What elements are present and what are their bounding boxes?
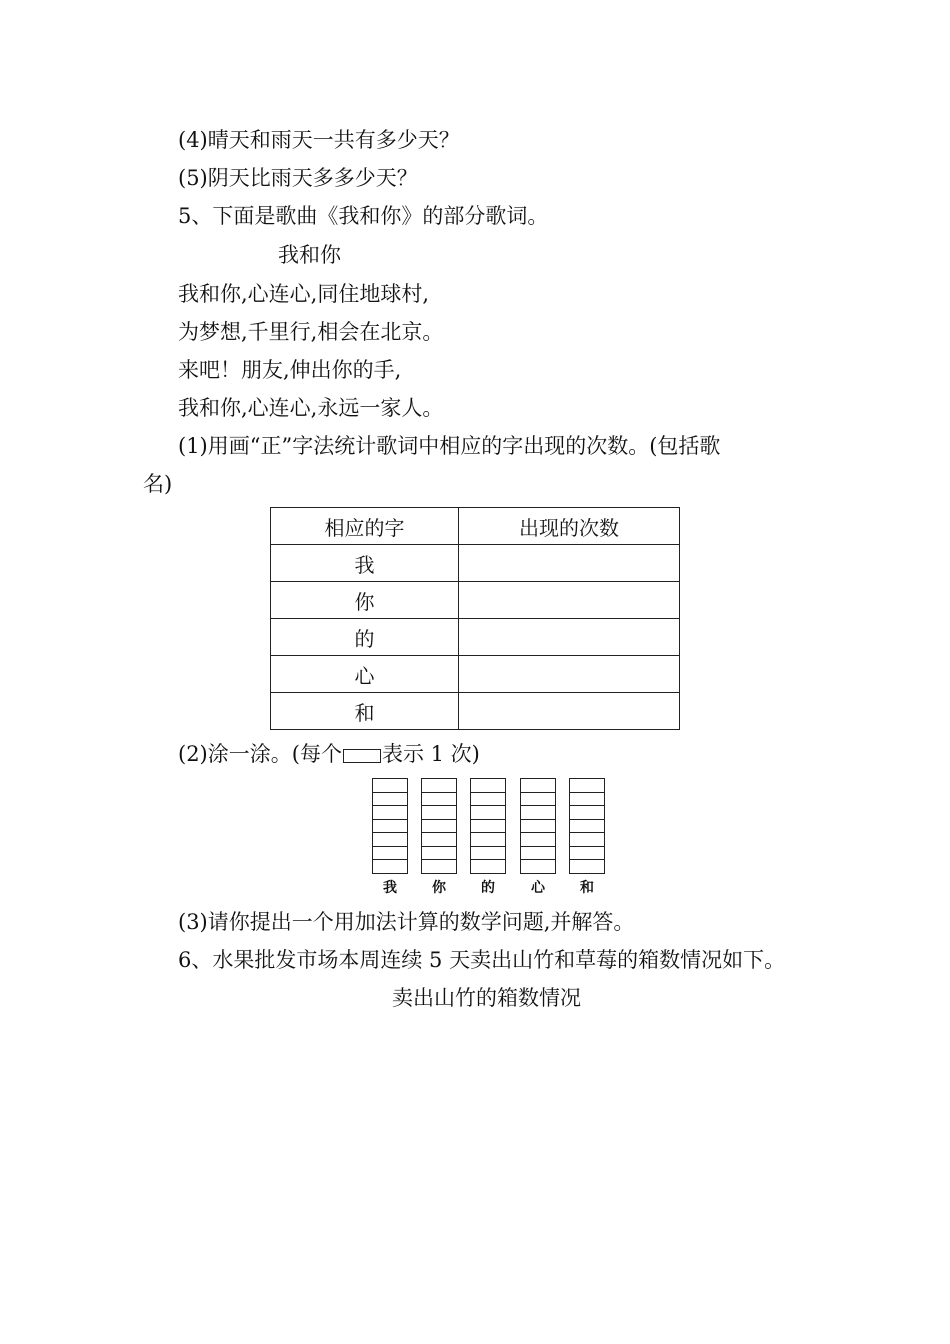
table-row xyxy=(271,619,680,656)
grid-cell[interactable] xyxy=(520,832,556,846)
grid-cell[interactable] xyxy=(421,846,457,860)
lyric-line-4: 我和你,心连心,永远一家人。 xyxy=(178,396,444,420)
grid-cell[interactable] xyxy=(372,819,408,833)
tally-table xyxy=(270,507,680,730)
grid-cell[interactable] xyxy=(569,778,605,792)
table-row xyxy=(271,545,680,582)
grid-column-de xyxy=(470,778,506,874)
part3-instruction: (3)请你提出一个用加法计算的数学问题,并解答。 xyxy=(178,910,635,934)
grid-cell[interactable] xyxy=(470,819,506,833)
grid-cell[interactable] xyxy=(470,805,506,819)
lyric-line-2: 为梦想,千里行,相会在北京。 xyxy=(178,320,444,344)
grid-cell[interactable] xyxy=(569,859,605,874)
grid-cell[interactable] xyxy=(520,859,556,874)
grid-cell[interactable] xyxy=(470,832,506,846)
row-count-blank[interactable] xyxy=(459,582,680,619)
question-4: (4)晴天和雨天一共有多少天？ xyxy=(178,128,460,152)
song-title: 我和你 xyxy=(278,243,341,267)
grid-cell[interactable] xyxy=(569,805,605,819)
part2-instruction xyxy=(178,740,480,768)
header-count: 出现的次数 xyxy=(459,508,680,545)
grid-label: 你 xyxy=(432,880,446,896)
grid-cell[interactable] xyxy=(372,859,408,874)
legend-box-icon xyxy=(343,749,381,763)
grid-cell[interactable] xyxy=(569,846,605,860)
grid-label: 和 xyxy=(580,880,594,896)
grid-label: 心 xyxy=(531,880,545,896)
grid-cell[interactable] xyxy=(520,846,556,860)
grid-cell[interactable] xyxy=(470,859,506,874)
grid-cell[interactable] xyxy=(421,832,457,846)
table-header-row xyxy=(271,508,680,545)
row-count-blank[interactable] xyxy=(459,619,680,656)
chart-title: 卖出山竹的箱数情况 xyxy=(392,986,581,1010)
q5-intro: 5、下面是歌曲《我和你》的部分歌词。 xyxy=(178,204,549,228)
grid-cell[interactable] xyxy=(470,778,506,792)
grid-cell[interactable] xyxy=(372,778,408,792)
grid-column-ni xyxy=(421,778,457,874)
grid-cell[interactable] xyxy=(569,832,605,846)
part1-instruction: (1)用画“正”字法统计歌词中相应的字出现的次数。(包括歌 xyxy=(178,434,721,458)
table-row xyxy=(271,656,680,693)
grid-cell[interactable] xyxy=(520,792,556,806)
part1-instruction-cont: 名) xyxy=(143,472,173,496)
lyric-line-3: 来吧！朋友,伸出你的手, xyxy=(178,358,402,382)
table-row xyxy=(271,582,680,619)
row-count-blank[interactable] xyxy=(459,693,680,730)
grid-cell[interactable] xyxy=(421,778,457,792)
grid-cell[interactable] xyxy=(372,805,408,819)
part2-prefix: (2)涂一涂。(每个 xyxy=(178,742,342,766)
table-row xyxy=(271,693,680,730)
grid-cell[interactable] xyxy=(372,832,408,846)
part2-suffix: 表示 1 次) xyxy=(381,742,480,766)
row-char: 的 xyxy=(271,619,459,656)
grid-column-xin xyxy=(520,778,556,874)
question-5-weather: (5)阴天比雨天多多少天？ xyxy=(178,166,418,190)
grid-column-he xyxy=(569,778,605,874)
row-count-blank[interactable] xyxy=(459,656,680,693)
grid-label: 的 xyxy=(481,880,495,896)
grid-cell[interactable] xyxy=(569,792,605,806)
grid-cell[interactable] xyxy=(421,805,457,819)
row-char: 我 xyxy=(271,545,459,582)
grid-cell[interactable] xyxy=(470,792,506,806)
grid-cell[interactable] xyxy=(421,792,457,806)
grid-column-wo xyxy=(372,778,408,874)
grid-cell[interactable] xyxy=(520,778,556,792)
row-char: 和 xyxy=(271,693,459,730)
row-count-blank[interactable] xyxy=(459,545,680,582)
header-char: 相应的字 xyxy=(271,508,459,545)
grid-cell[interactable] xyxy=(372,792,408,806)
grid-cell[interactable] xyxy=(372,846,408,860)
grid-cell[interactable] xyxy=(470,846,506,860)
row-char: 心 xyxy=(271,656,459,693)
grid-cell[interactable] xyxy=(421,859,457,874)
grid-cell[interactable] xyxy=(520,819,556,833)
grid-cell[interactable] xyxy=(520,805,556,819)
q6-intro: 6、水果批发市场本周连续 5 天卖出山竹和草莓的箱数情况如下。 xyxy=(178,948,786,972)
lyric-line-1: 我和你,心连心,同住地球村, xyxy=(178,282,430,306)
row-char: 你 xyxy=(271,582,459,619)
grid-cell[interactable] xyxy=(421,819,457,833)
grid-label: 我 xyxy=(383,880,397,896)
grid-cell[interactable] xyxy=(569,819,605,833)
